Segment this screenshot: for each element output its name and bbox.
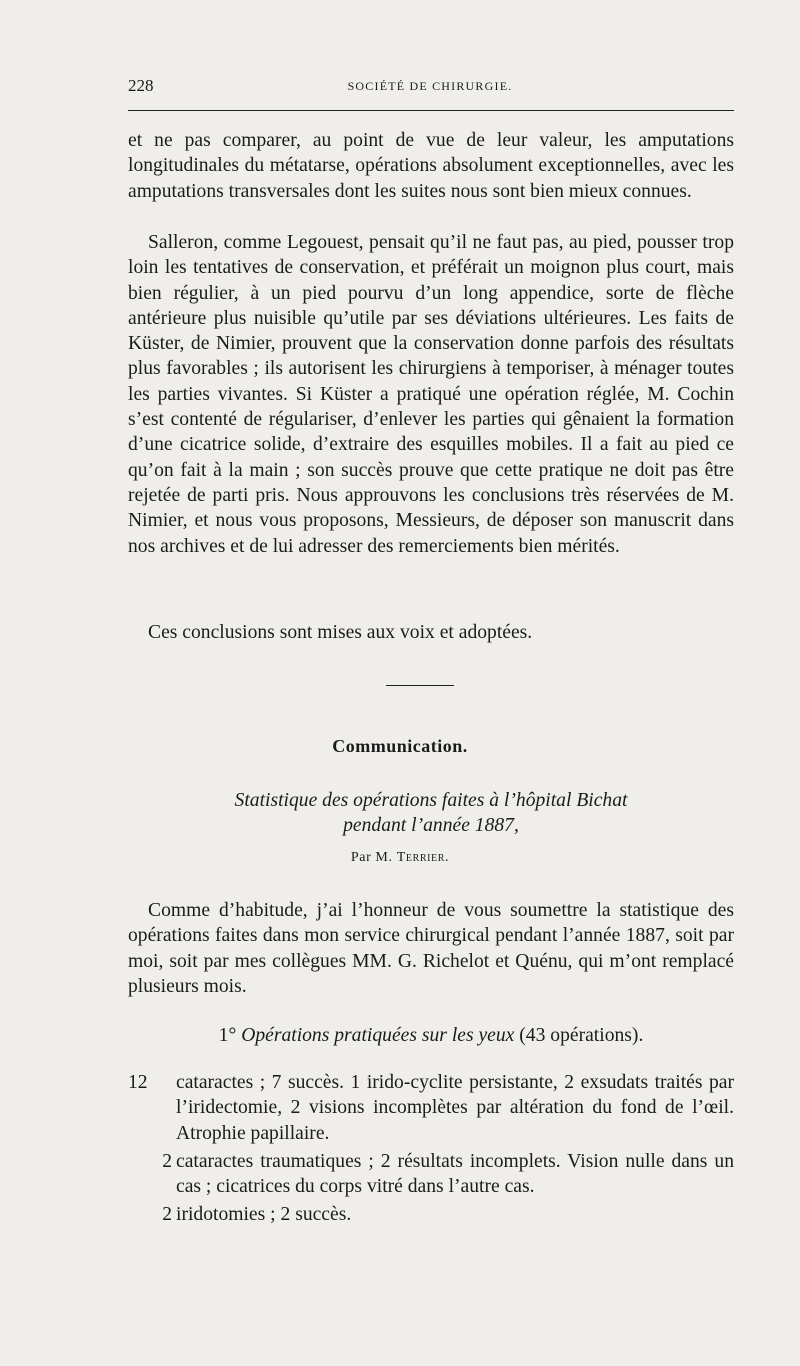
- list-item-text: cataractes traumatiques ; 2 résultats incomplets. Vision nulle dans un cas ; cicatrices du corps vitré dans l’autre cas.: [176, 1150, 734, 1198]
- list-item-text: cataractes ; 7 succès. 1 irido-cyclite persistante, 2 exsudats traités par l’iridectomie, 2 visions incomplètes par altération du fond de l’œil. Atrophie papillaire.: [176, 1072, 734, 1144]
- paper-title: [128, 788, 734, 838]
- page-number: 228: [128, 76, 154, 95]
- paper-title-line-2: pendant l’année 1887,: [343, 815, 519, 836]
- author-name: Terrier.: [396, 850, 450, 865]
- subheading-number: 1°: [218, 1025, 237, 1046]
- list-item: [128, 1202, 734, 1227]
- list-item: [128, 1149, 734, 1200]
- author-line: [0, 850, 800, 866]
- subheading-count: (43 opérations).: [519, 1025, 644, 1046]
- list-item-count: 2: [162, 1150, 172, 1172]
- list-item-text: iridotomies ; 2 succès.: [176, 1204, 352, 1226]
- paragraph-salleron: Salleron, comme Legouest, pensait qu’il ne faut pas, au pied, pousser trop loin les tentatives de conservation, et préférait un moignon plus court, mais bien régulier, à un pied pourvu d’un long appendice, sorte de flèche antérieure plus nuisible qu’utile par ses déviations ultérieures. Les faits de Küster, de Nimier, prouvent que la conservation donne parfois des résultats plus favorables ; ils autorisent les chirurgiens à temporiser, à ménager toutes les parties vivantes. Si Küster a pratiqué une opération réglée, M. Cochin s’est contenté de régulariser, d’enlever les parties qui gênaient la formation d’une cicatrice solide, d’extraire des esquilles mobiles. Il a fait au pied ce qu’on fait à la main ; son succès prouve que cette pratique ne doit pas être rejetée de parti pris. Nous approuvons les conclusions très réservées de M. Nimier, et nous vous proposons, Messieurs, de déposer son manuscrit dans nos archives et de lui adresser des remerciements bien mérités.: [128, 232, 734, 557]
- paragraph-intro: Comme d’habitude, j’ai l’honneur de vous soumettre la statistique des opérations faites dans mon service chirurgical pendant l’année 1887, soit par moi, soit par mes collègues MM. G. Richelot et Quénu, qui m’ont remplacé plusieurs mois.: [128, 900, 734, 997]
- page-header: [128, 76, 732, 100]
- paragraph-conclusions: Ces conclusions sont mises aux voix et adoptées.: [148, 622, 533, 643]
- section-title: Communication.: [332, 736, 468, 756]
- eye-operations-list: [128, 1070, 734, 1231]
- paper-title-line-1: Statistique des opérations faites à l’hôpital Bichat: [234, 790, 628, 811]
- section-divider: [386, 685, 454, 686]
- paragraph-continuation: et ne pas comparer, au point de vue de leur valeur, les amputations longitudinales du métatarse, opérations absolument exceptionnelles, avec les amputations transversales dont les suites nous sont bien mieux connues.: [128, 130, 734, 202]
- list-item-count: 2: [162, 1204, 172, 1226]
- list-item-count: 12: [128, 1072, 148, 1093]
- subheading-title: Opérations pratiquées sur les yeux: [241, 1025, 515, 1046]
- header-rule: [128, 110, 734, 111]
- list-item: [128, 1070, 734, 1146]
- author-prefix: Par M.: [350, 850, 393, 865]
- running-head: SOCIÉTÉ DE CHIRURGIE.: [347, 79, 513, 93]
- subheading-eye-operations: [128, 1025, 734, 1047]
